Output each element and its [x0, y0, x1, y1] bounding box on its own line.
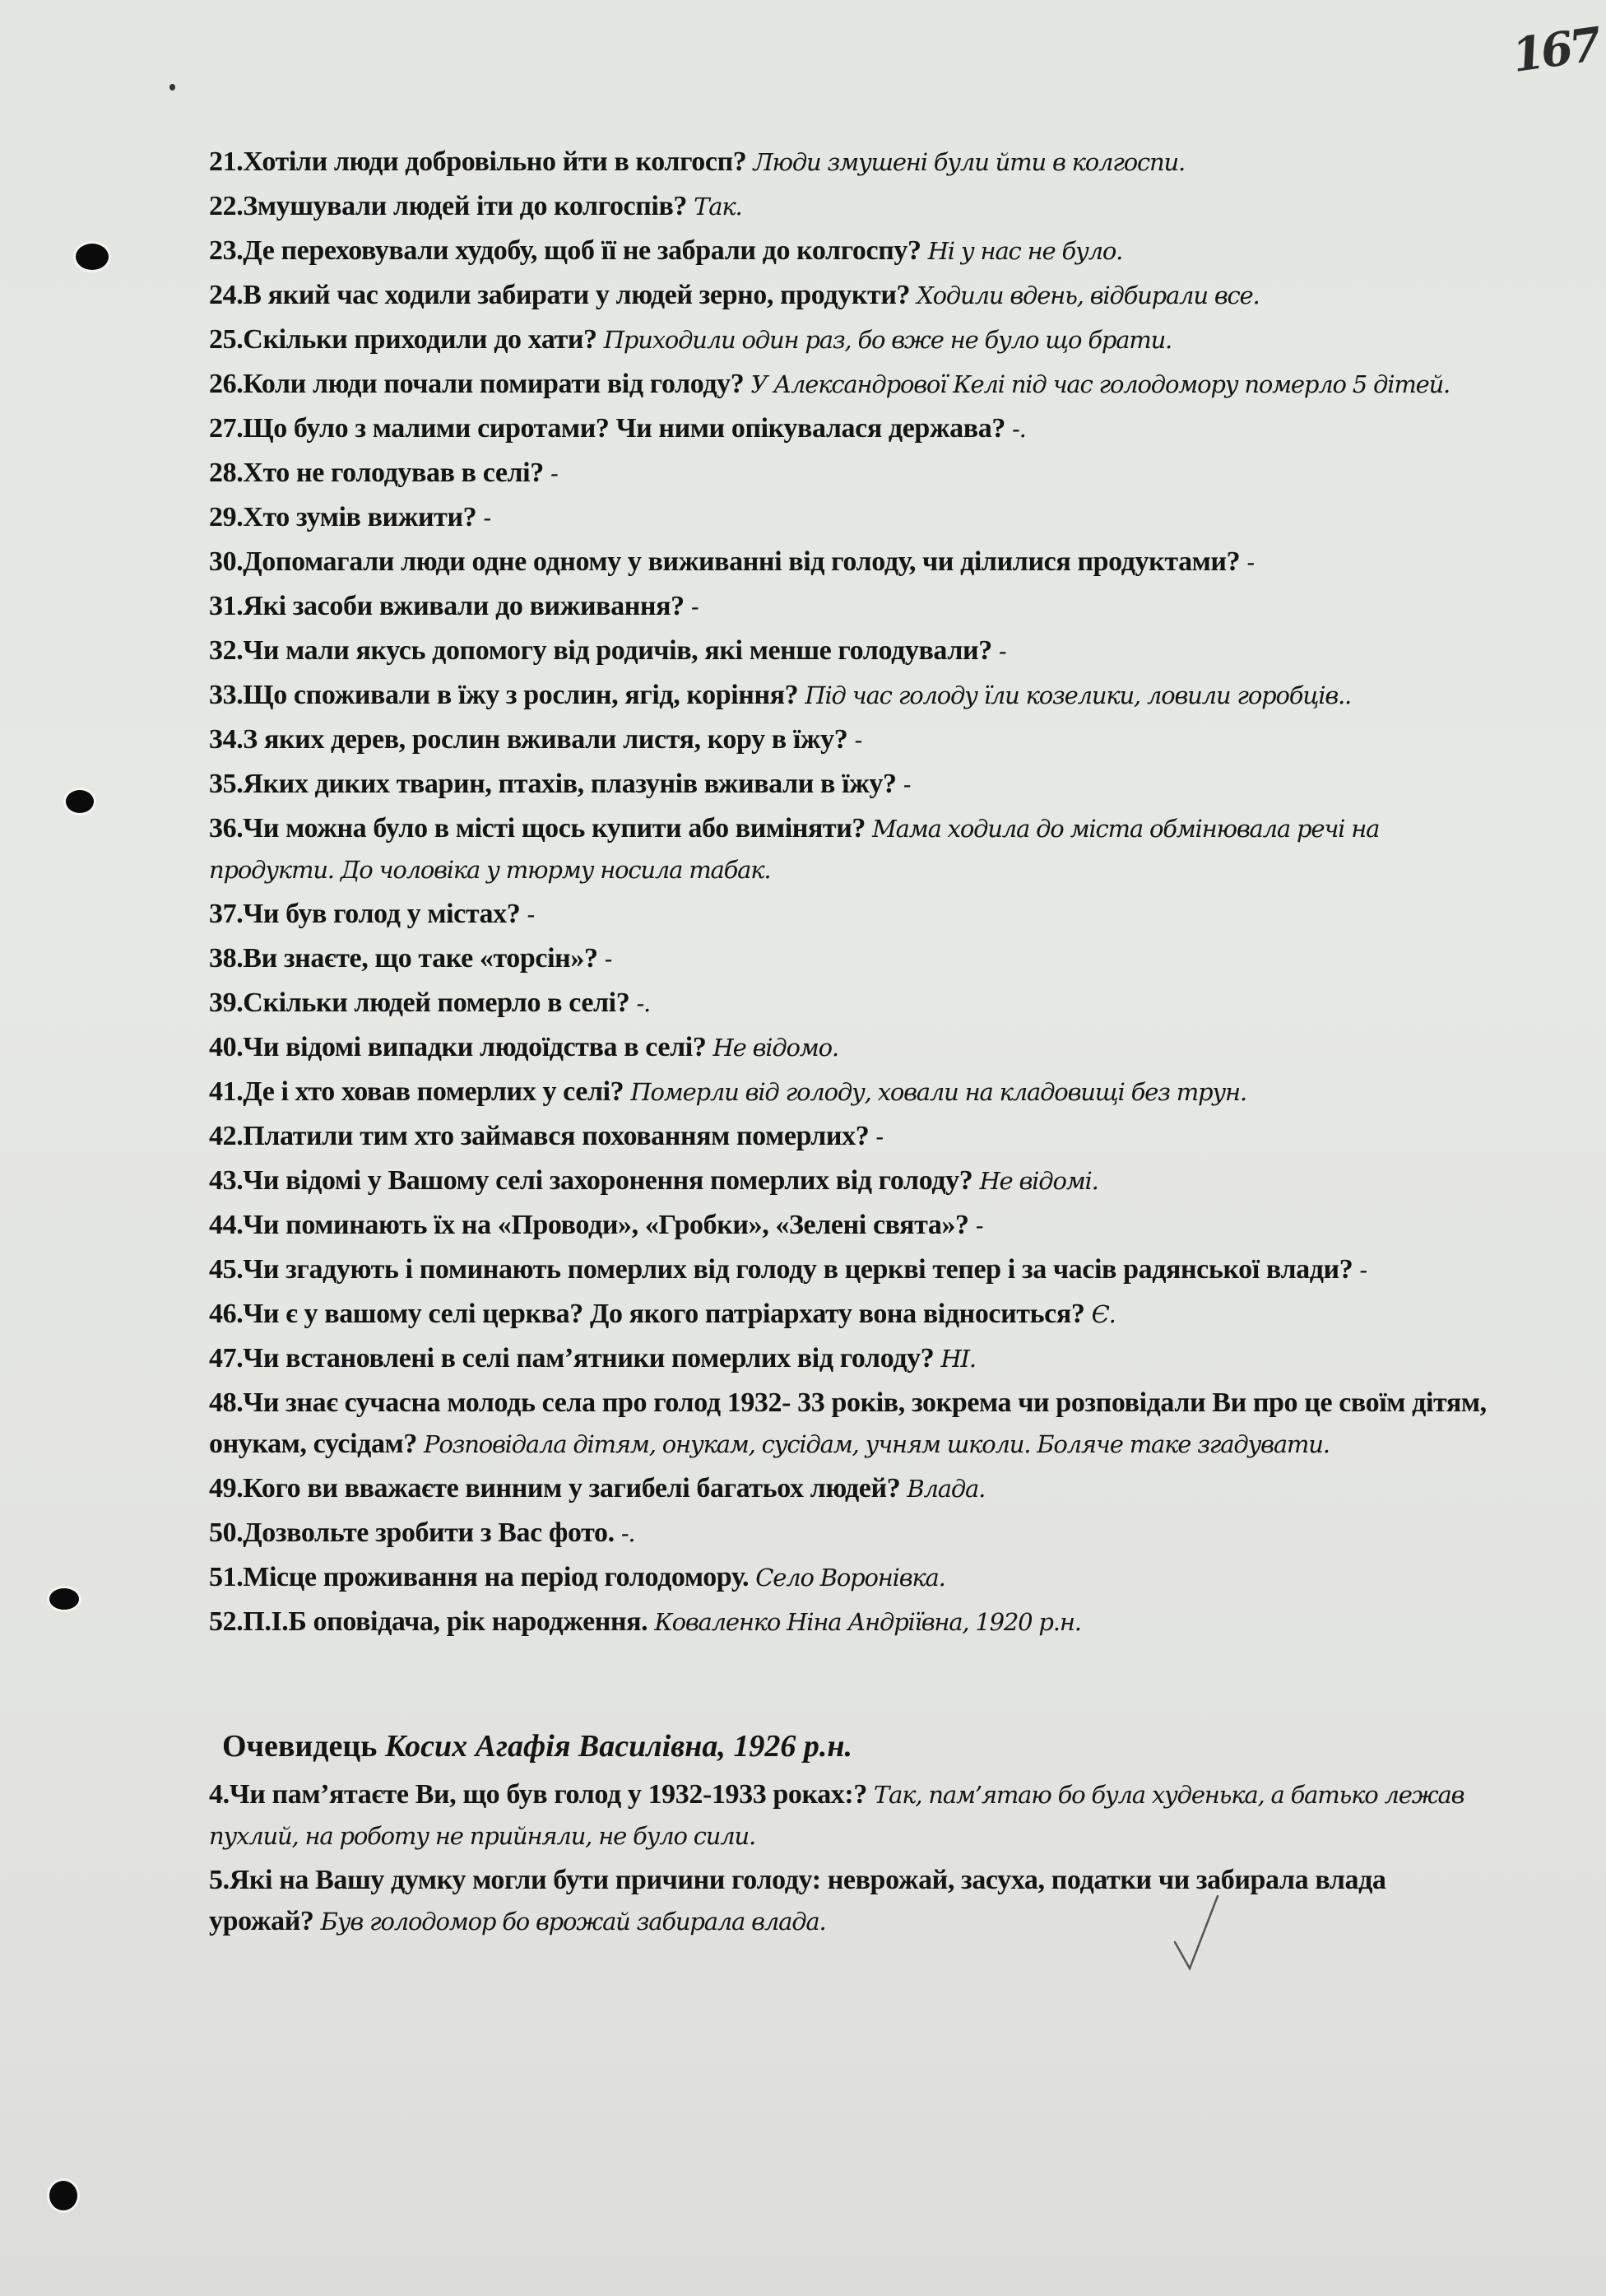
question-text: 23.Де переховували худобу, щоб її не забрали до колгоспу? — [209, 235, 921, 266]
question-answer-item — [209, 1774, 1492, 1857]
answer-text: Приходили один раз, бо вже не було що брати. — [603, 326, 1172, 354]
question-answer-item — [209, 142, 1492, 183]
question-text: 48.Чи знає сучасна молодь села про голод 1932- 33 років, зокрема чи розповідали Ви про це своїм дітям, онукам, сусідам? — [209, 1387, 1487, 1459]
question-answer-item — [209, 1249, 1492, 1290]
answer-text: - — [527, 900, 535, 928]
question-text: 38.Ви знаєте, що таке «торсін»? — [209, 943, 598, 974]
question-answer-item — [209, 1468, 1492, 1509]
question-answer-item — [209, 764, 1492, 805]
question-text: 24.В який час ходили забирати у людей зерно, продукти? — [209, 280, 911, 310]
question-text: 41.Де і хто ховав померлих у селі? — [209, 1076, 624, 1107]
punch-hole — [49, 2181, 77, 2210]
question-answer-item — [209, 230, 1492, 272]
questionnaire-part-1 — [209, 142, 1492, 1643]
answer-text: Розповідала дітям, онукам, сусідам, учням школи. Боляче таке згадувати. — [424, 1430, 1330, 1458]
question-text: 32.Чи мали якусь допомогу від родичів, які менше голодували? — [209, 635, 992, 666]
answer-text: Коваленко Ніна Андріївна, 1920 р.н. — [654, 1608, 1081, 1636]
answer-text: Під час голоду їли козелики, ловили горобців.. — [805, 681, 1352, 709]
question-text: 40.Чи відомі випадки людоїдства в селі? — [209, 1032, 707, 1062]
answer-text: - — [1246, 548, 1254, 576]
question-answer-item — [209, 1027, 1492, 1068]
answer-text: Мама ходила до міста обмінювала речі на продукти. До чоловіка у тюрму носила табак. — [209, 815, 1380, 884]
question-text: 44.Чи поминають їх на «Проводи», «Гробки», «Зелені свята»? — [209, 1210, 969, 1240]
answer-text: -. — [620, 1519, 635, 1547]
answer-text: -. — [636, 989, 651, 1017]
question-text: 45.Чи згадують і поминають померлих від голоду в церкві тепер і за часів радянської влади? — [209, 1254, 1353, 1285]
answer-text: Ні у нас не було. — [927, 237, 1123, 265]
question-text: 52.П.І.Б оповідача, рік народження. — [209, 1606, 648, 1637]
witness-heading — [222, 1723, 1492, 1769]
answer-text: - — [1359, 1256, 1367, 1284]
answer-text: Влада. — [907, 1475, 986, 1503]
answer-text: Не відомо. — [712, 1034, 838, 1062]
answer-text: -. — [1012, 415, 1026, 443]
question-text: 4.Чи пам’ятаєте Ви, що був голод у 1932-1933 роках:? — [209, 1779, 867, 1810]
question-answer-item — [209, 808, 1492, 890]
question-answer-item — [209, 1860, 1492, 1942]
question-text: 30.Допомагали люди одне одному у виживанні від голоду, чи ділилися продуктами? — [209, 546, 1241, 577]
answer-text: Так, пам’ятаю бо була худенька, а батько лежав пухлий, на роботу не прийняли, не було сили. — [209, 1781, 1464, 1850]
answer-text: Люди змушені були йти в колгоспи. — [753, 148, 1186, 176]
question-text: 42.Платили тим хто займався похованням померлих? — [209, 1121, 870, 1151]
question-text: 29.Хто зумів вижити? — [209, 502, 477, 532]
question-text: 36.Чи можна було в місті щось купити або виміняти? — [209, 813, 866, 844]
question-answer-item — [209, 1557, 1492, 1598]
answer-text: - — [975, 1211, 983, 1239]
question-text: 35.Яких диких тварин, птахів, плазунів вживали в їжу? — [209, 769, 897, 799]
answer-text: Село Воронівка. — [755, 1564, 945, 1592]
witness-name: Косих Агафія Василівна, 1926 р.н. — [384, 1729, 852, 1764]
answer-text: - — [903, 770, 911, 798]
question-text: 50.Дозвольте зробити з Вас фото. — [209, 1517, 615, 1548]
question-text: 51.Місце проживання на період голодомору. — [209, 1562, 750, 1592]
question-text: 27.Що було з малими сиротами? Чи ними опікувалася держава? — [209, 413, 1005, 444]
question-answer-item — [209, 1294, 1492, 1335]
question-answer-item — [209, 1601, 1492, 1643]
question-answer-item — [209, 453, 1492, 494]
answer-text: - — [604, 945, 612, 973]
question-answer-item — [209, 364, 1492, 405]
answer-text: У Александрової Келі під час голодомору померло 5 дітей. — [750, 370, 1451, 398]
answer-text: - — [875, 1122, 884, 1150]
question-text: 47.Чи встановлені в селі пам’ятники померлих від голоду? — [209, 1343, 935, 1373]
answer-text: - — [690, 593, 699, 620]
question-answer-item — [209, 1160, 1492, 1201]
question-answer-item — [209, 719, 1492, 760]
answer-text: - — [998, 637, 1006, 665]
answer-text: - — [550, 459, 558, 487]
question-text: 49.Кого ви вважаєте винним у загибелі багатьох людей? — [209, 1473, 901, 1504]
questionnaire-content — [209, 142, 1492, 1945]
answer-text: - — [854, 726, 862, 754]
question-text: 22.Змушували людей іти до колгоспів? — [209, 191, 688, 221]
question-answer-item — [209, 1383, 1492, 1465]
question-answer-item — [209, 894, 1492, 935]
question-text: 34.З яких дерев, рослин вживали листя, кору в їжу? — [209, 724, 848, 755]
question-answer-item — [209, 1116, 1492, 1157]
punch-hole — [76, 244, 109, 270]
question-answer-item — [209, 497, 1492, 538]
answer-text: - — [483, 504, 490, 532]
question-answer-item — [209, 630, 1492, 672]
questionnaire-part-2 — [209, 1774, 1492, 1942]
question-answer-item — [209, 983, 1492, 1024]
question-answer-item — [209, 275, 1492, 316]
answer-text: Не відомі. — [979, 1167, 1098, 1195]
question-text: 39.Скільки людей померло в селі? — [209, 988, 630, 1018]
handwritten-page-number: 167 — [1508, 17, 1602, 83]
question-text: 28.Хто не голодував в селі? — [209, 458, 544, 488]
question-text: 31.Які засоби вживали до виживання? — [209, 591, 685, 621]
question-text: 5.Які на Вашу думку могли бути причини голоду: неврожай, засуха, податки чи забирала влада урожай? — [209, 1865, 1386, 1936]
punch-hole — [49, 1588, 79, 1610]
question-answer-item — [209, 675, 1492, 716]
answer-text: Ходили вдень, відбирали все. — [917, 281, 1260, 309]
witness-label: Очевидець — [222, 1729, 378, 1764]
answer-text: Є. — [1091, 1300, 1116, 1328]
question-answer-item — [209, 938, 1492, 979]
question-answer-item — [209, 1205, 1492, 1246]
question-answer-item — [209, 186, 1492, 227]
question-answer-item — [209, 586, 1492, 627]
answer-text: НІ. — [940, 1345, 976, 1373]
question-answer-item — [209, 319, 1492, 360]
question-answer-item — [209, 1071, 1492, 1113]
answer-text: Померли від голоду, ховали на кладовищі без трун. — [630, 1078, 1246, 1106]
question-answer-item — [209, 1338, 1492, 1379]
punch-hole — [66, 790, 94, 813]
question-text: 43.Чи відомі у Вашому селі захоронення померлих від голоду? — [209, 1165, 973, 1196]
question-text: 25.Скільки приходили до хати? — [209, 324, 597, 355]
question-answer-item — [209, 541, 1492, 583]
question-text: 33.Що споживали в їжу з рослин, ягід, коріння? — [209, 680, 799, 710]
question-text: 46.Чи є у вашому селі церква? До якого патріархату вона відноситься? — [209, 1299, 1085, 1329]
answer-text: Був голодомор бо врожай забирала влада. — [320, 1908, 826, 1936]
question-text: 21.Хотіли люди добровільно йти в колгосп? — [209, 146, 747, 177]
question-text: 37.Чи був голод у містах? — [209, 899, 521, 929]
question-text: 26.Коли люди почали помирати від голоду? — [209, 369, 745, 399]
paper-speck — [169, 84, 175, 91]
answer-text: Так. — [694, 193, 742, 221]
question-answer-item — [209, 408, 1492, 449]
question-answer-item — [209, 1513, 1492, 1554]
